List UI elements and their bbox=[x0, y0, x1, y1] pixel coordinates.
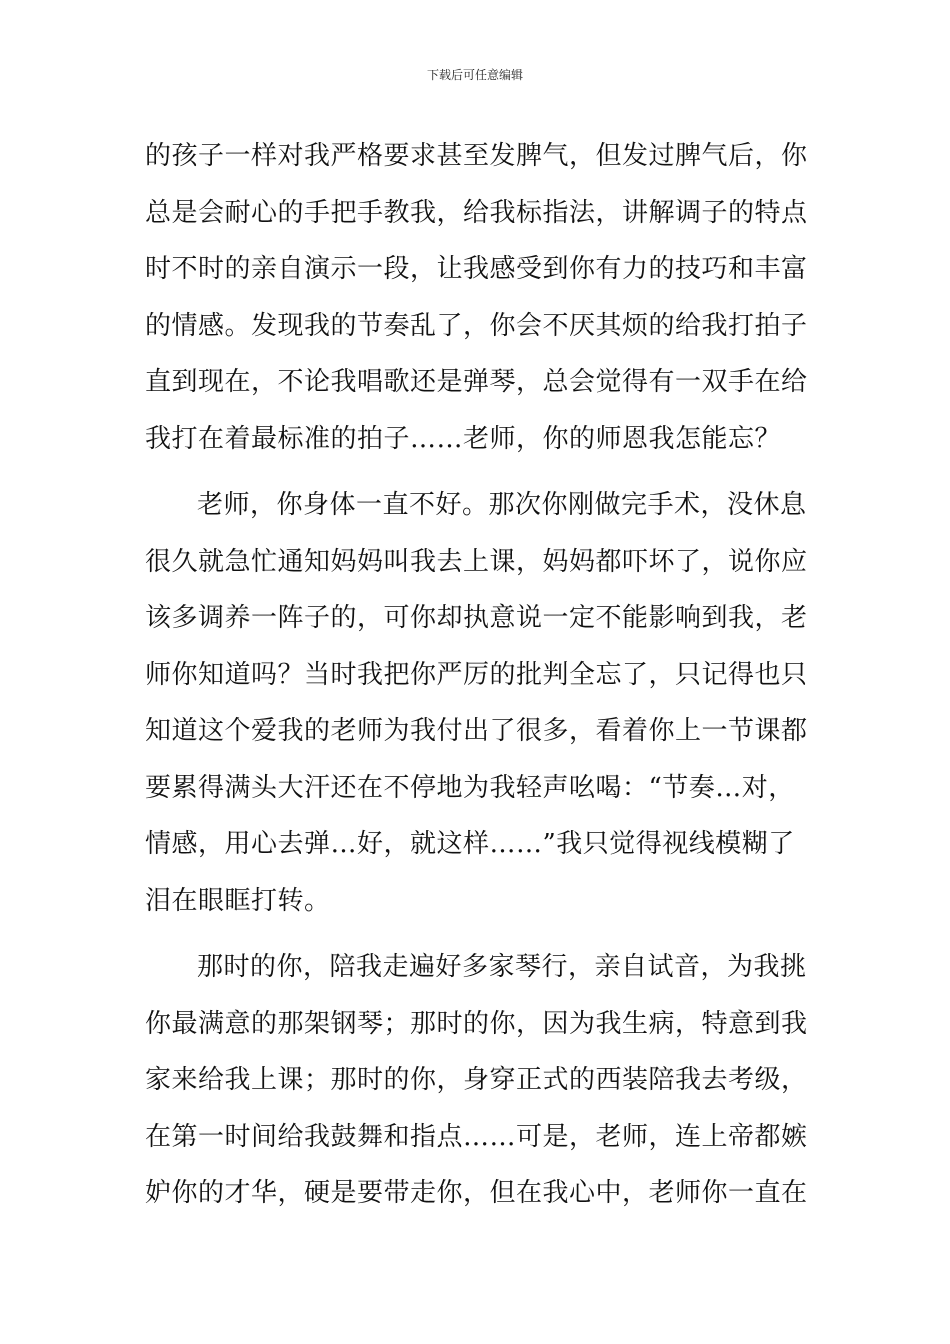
text-line: 老师，你身体一直不好。那次你刚做完手术，没休息 bbox=[197, 490, 807, 520]
text-line: 师你知道吗？当时我把你严厉的批判全忘了，只记得也只 bbox=[145, 659, 808, 690]
text-line: 要累得满头大汗还在不停地为我轻声吆喝：“节奏…对， bbox=[145, 772, 795, 803]
paragraph-2 bbox=[145, 477, 825, 929]
text-line: 知道这个爱我的老师为我付出了很多，看着你上一节课都 bbox=[145, 716, 808, 746]
text-line: 总是会耐心的手把手教我，给我标指法，讲解调子的特点 bbox=[145, 197, 808, 228]
paragraph-3 bbox=[145, 939, 825, 1222]
text-line: 时不时的亲自演示一段，让我感受到你有力的技巧和丰富 bbox=[145, 254, 808, 284]
text-line: 情感，用心去弹…好，就这样……”我只觉得视线模糊了 bbox=[145, 829, 795, 859]
text-line: 家来给我上课；那时的你，身穿正式的西装陪我去考级， bbox=[145, 1065, 808, 1095]
text-line: 直到现在，不论我唱歌还是弹琴，总会觉得有一双手在给 bbox=[145, 367, 808, 397]
text-line: 泪在眼眶打转。 bbox=[145, 885, 331, 916]
text-line: 妒你的才华，硬是要带走你，但在我心中，老师你一直在 bbox=[145, 1178, 808, 1208]
paragraph-1 bbox=[145, 128, 825, 467]
text-line: 你最满意的那架钢琴；那时的你，因为我生病，特意到我 bbox=[145, 1008, 808, 1039]
text-line: 很久就急忙通知妈妈叫我去上课，妈妈都吓坏了，说你应 bbox=[145, 546, 808, 577]
text-line: 在第一时间给我鼓舞和指点……可是，老师，连上帝都嫉 bbox=[145, 1121, 808, 1152]
document-body bbox=[145, 128, 825, 1222]
text-line: 的情感。发现我的节奏乱了，你会不厌其烦的给我打拍子 bbox=[145, 310, 808, 341]
text-line: 的孩子一样对我严格要求甚至发脾气，但发过脾气后，你 bbox=[145, 141, 808, 171]
text-line: 该多调养一阵子的，可你却执意说一定不能影响到我，老 bbox=[145, 603, 808, 633]
text-line: 那时的你，陪我走遍好多家琴行，亲自试音，为我挑 bbox=[197, 952, 807, 982]
page-header: 下载后可任意编辑 bbox=[426, 68, 523, 82]
text-line: 我打在着最标准的拍子……老师，你的师恩我怎能忘？ bbox=[145, 423, 782, 454]
